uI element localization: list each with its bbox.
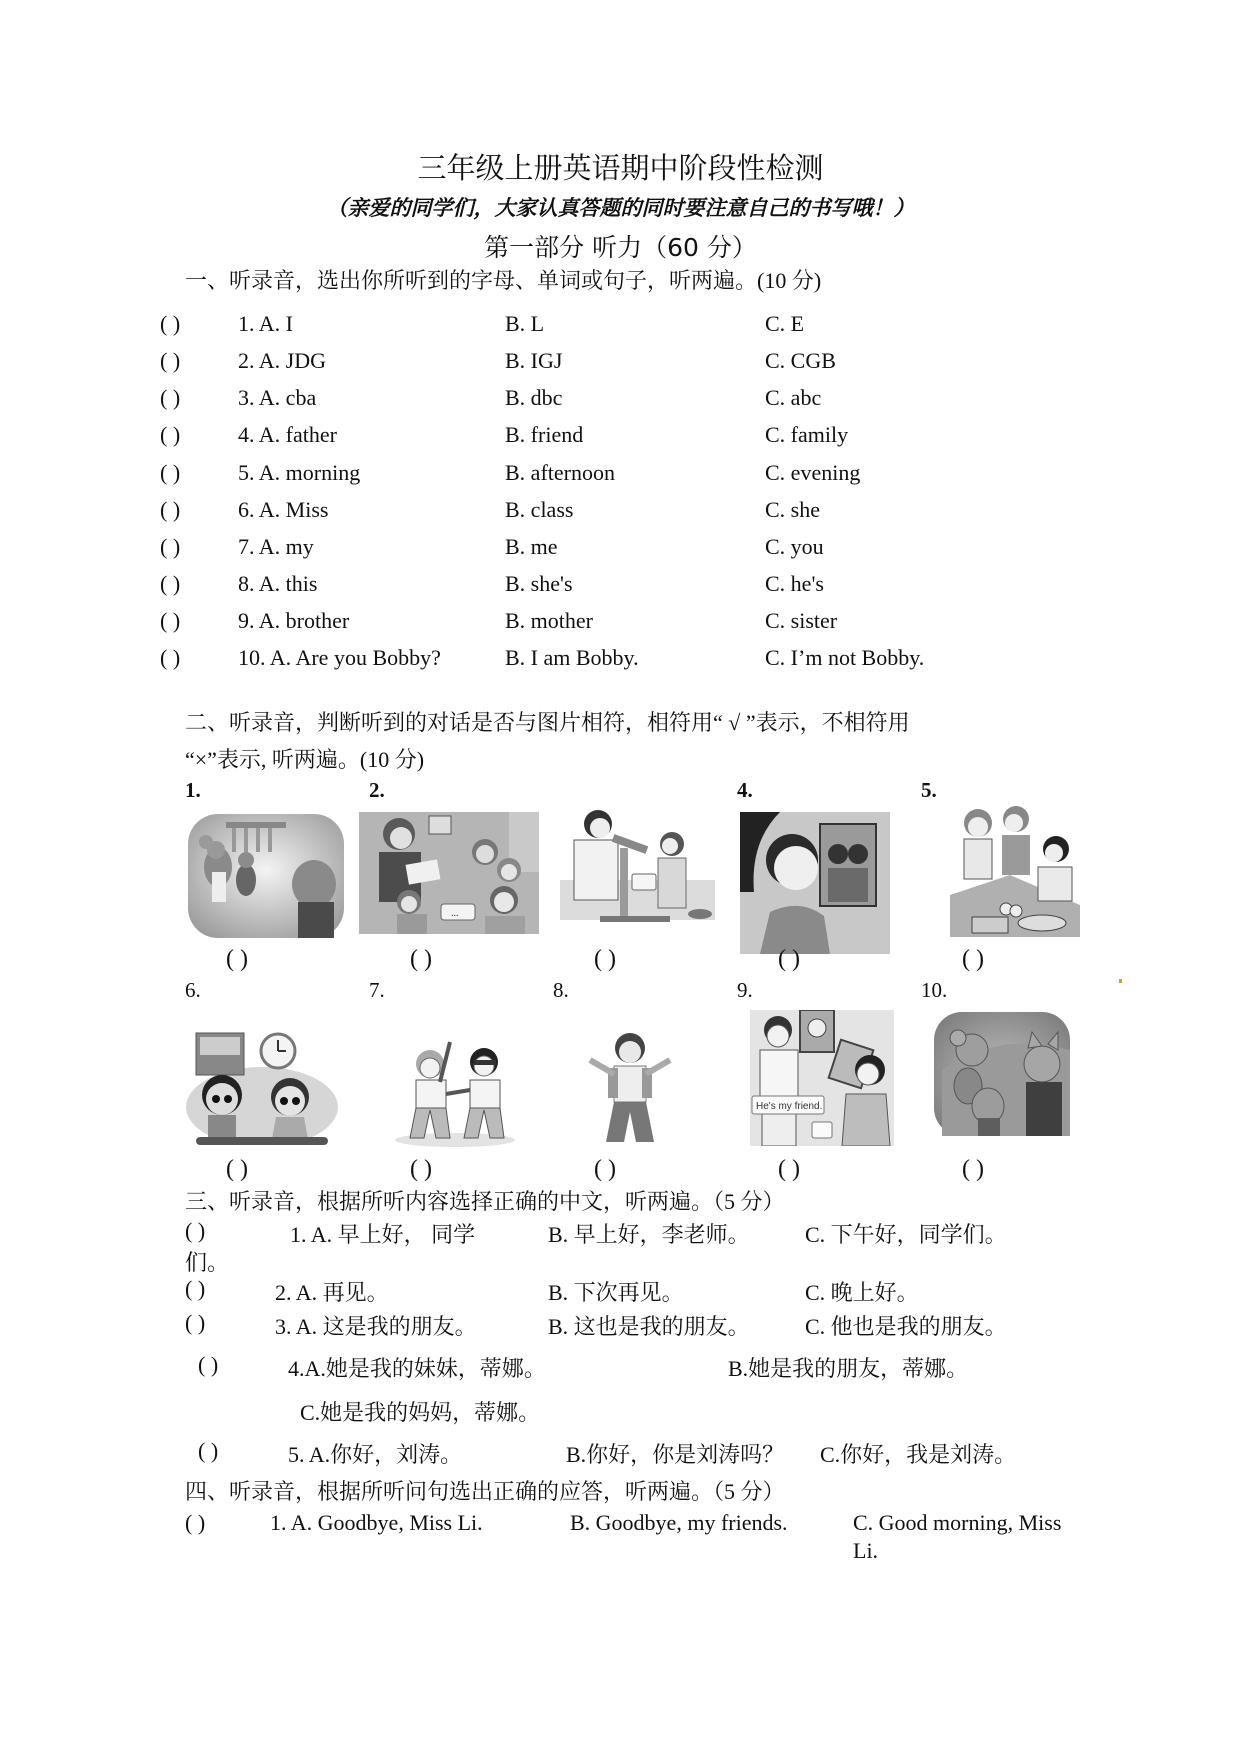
section1-heading: 一、听录音，选出你所听到的字母、单词或句子，听两遍。(10 分) [185,268,822,293]
option-b: B. she's [505,571,573,596]
section4-heading: 四、听录音，根据所听问句选出正确的应答，听两遍。（5 分） [185,1479,785,1504]
stray-mark [1119,979,1122,983]
option-b: B. class [505,497,574,522]
option-c: C. abc [765,385,822,410]
option-c: C. 下午好，同学们。 [805,1222,1007,1247]
section3-question-5 [198,1438,1098,1468]
option-c: C. E [765,311,805,336]
answer-blank[interactable]: ( ) [185,1510,206,1535]
section1-item [160,571,980,601]
option-a: 4. A. father [238,422,337,447]
option-a: 7. A. my [238,534,314,559]
answer-blank[interactable]: ( ) [185,1276,206,1301]
option-c: C.你好，我是刘涛。 [820,1442,1017,1467]
option-a: 9. A. brother [238,608,350,633]
option-c: C. 他也是我的朋友。 [805,1314,1007,1339]
answer-blank-8[interactable]: ( ) [594,1156,616,1182]
answer-blank[interactable]: ( ) [160,608,181,633]
section1-item [160,422,980,452]
part-heading: 第一部分 听力（60 分） [484,233,757,262]
section1-item [160,645,980,675]
option-b: B. me [505,534,558,559]
picture-3-doctor-and-child [560,810,715,930]
section1-item [160,497,980,527]
answer-blank-4[interactable]: ( ) [778,946,800,972]
option-a: 8. A. this [238,571,318,596]
option-a: 2. A. JDG [238,348,327,373]
picture-label-7: 7. [369,978,385,1002]
option-c: C. CGB [765,348,836,373]
option-b: B. I am Bobby. [505,645,639,670]
option-b: B.她是我的朋友，蒂娜。 [728,1356,969,1381]
option-a: 3. A. cba [238,385,317,410]
option-c: C. evening [765,460,861,485]
answer-blank-2[interactable]: ( ) [410,946,432,972]
picture-label-9: 9. [737,978,753,1002]
answer-blank-7[interactable]: ( ) [410,1156,432,1182]
page-title: 三年级上册英语期中阶段性检测 [417,151,824,185]
option-b: B. friend [505,422,584,447]
picture-2-teacher-and-students [359,812,539,934]
option-c: C. he's [765,571,824,596]
option-b: B. 下次再见。 [548,1280,684,1305]
option-b: B. mother [505,608,593,633]
section3-heading: 三、听录音，根据所听内容选择正确的中文，听两遍。（5 分） [185,1189,785,1214]
answer-blank-10[interactable]: ( ) [962,1156,984,1182]
section1-item [160,608,980,638]
section1-item [160,534,980,564]
section3-question-3 [185,1310,1085,1340]
section4-question-1-wrap: Li. [853,1538,879,1563]
section4-question-1 [185,1510,1145,1540]
answer-blank[interactable]: ( ) [160,534,181,559]
answer-blank[interactable]: ( ) [198,1352,219,1377]
option-a: 3. A. 这是我的朋友。 [275,1314,477,1339]
option-a: 1. A. 早上好， 同学 [290,1222,476,1247]
picture-9-caption: He's my friend. [756,1101,823,1112]
option-c: C. she [765,497,820,522]
option-a: 2. A. 再见。 [275,1280,389,1305]
answer-blank-3[interactable]: ( ) [594,946,616,972]
picture-5-children-picnic [950,805,1080,937]
answer-blank[interactable]: ( ) [185,1218,206,1243]
picture-label-1: 1. [185,778,201,802]
section1-item [160,348,980,378]
answer-blank[interactable]: ( ) [160,460,181,485]
option-c: C. Good morning, Miss [853,1510,1062,1535]
option-c: C. you [765,534,824,559]
section2-heading-line1: 二、听录音，判断听到的对话是否与图片相符，相符用“ √ ”表示，不相符用 [185,710,910,735]
answer-blank[interactable]: ( ) [198,1438,219,1463]
picture-label-5: 5. [921,778,937,802]
section3-question-2 [185,1276,1085,1306]
picture-10-mice-and-cat [932,1010,1072,1138]
option-b: B. IGJ [505,348,563,373]
option-c: C. I’m not Bobby. [765,645,925,670]
option-b: B. 这也是我的朋友。 [548,1314,750,1339]
answer-blank-5[interactable]: ( ) [962,946,984,972]
option-b: B. Goodbye, my friends. [570,1510,788,1535]
picture-9-boy-and-girl-photos [750,1010,894,1146]
option-b: B. L [505,311,545,336]
option-c: C. 晚上好。 [805,1280,919,1305]
answer-blank-1[interactable]: ( ) [226,946,248,972]
section3-question-1-wrap: 们。 [185,1250,230,1275]
section2-heading-line2: “×”表示, 听两遍。(10 分) [185,747,425,772]
section3-question-4-option-c: C.她是我的妈妈，蒂娜。 [300,1400,541,1425]
answer-blank-9[interactable]: ( ) [778,1156,800,1182]
option-a: 10. A. Are you Bobby? [238,645,441,670]
picture-7-blindfold-game [380,1030,530,1148]
option-a: 5. A.你好，刘涛。 [288,1442,463,1467]
section3-question-1 [185,1218,1085,1248]
answer-blank[interactable]: ( ) [160,497,181,522]
option-c: C. sister [765,608,838,633]
option-b: B. dbc [505,385,563,410]
speech-bubble-text: ... [451,908,459,919]
option-b: B. afternoon [505,460,615,485]
option-a: 1. A. Goodbye, Miss Li. [270,1510,483,1535]
picture-1-mice-and-cat [186,812,346,940]
picture-label-6: 6. [185,978,201,1002]
section1-item [160,311,980,341]
picture-4-girl-with-photo [740,812,890,954]
option-b: B.你好，你是刘涛吗？ [566,1442,785,1467]
section1-item [160,385,980,415]
picture-label-8: 8. [553,978,569,1002]
option-a: 4.A.她是我的妹妹，蒂娜。 [288,1356,546,1381]
answer-blank[interactable]: ( ) [160,348,181,373]
section3-question-4 [198,1352,1098,1382]
answer-blank[interactable]: ( ) [160,422,181,447]
option-c: C. family [765,422,849,447]
option-a: 1. A. I [238,311,293,336]
picture-label-10: 10. [921,978,948,1002]
option-b: B. 早上好，李老师。 [548,1222,750,1247]
picture-label-4: 4. [737,778,753,802]
option-a: 5. A. morning [238,460,361,485]
answer-blank[interactable]: ( ) [160,385,181,410]
picture-8-boy-waving [580,1030,680,1142]
answer-blank[interactable]: ( ) [160,311,181,336]
picture-6-boy-and-girl-clock [186,1027,338,1145]
option-a: 6. A. Miss [238,497,329,522]
page-subtitle: （亲爱的同学们，大家认真答题的同时要注意自己的书写哦！） [326,195,915,220]
answer-blank[interactable]: ( ) [160,645,181,670]
answer-blank-6[interactable]: ( ) [226,1156,248,1182]
picture-label-2: 2. [369,778,385,802]
answer-blank[interactable]: ( ) [160,571,181,596]
section1-item [160,460,980,490]
answer-blank[interactable]: ( ) [185,1310,206,1335]
